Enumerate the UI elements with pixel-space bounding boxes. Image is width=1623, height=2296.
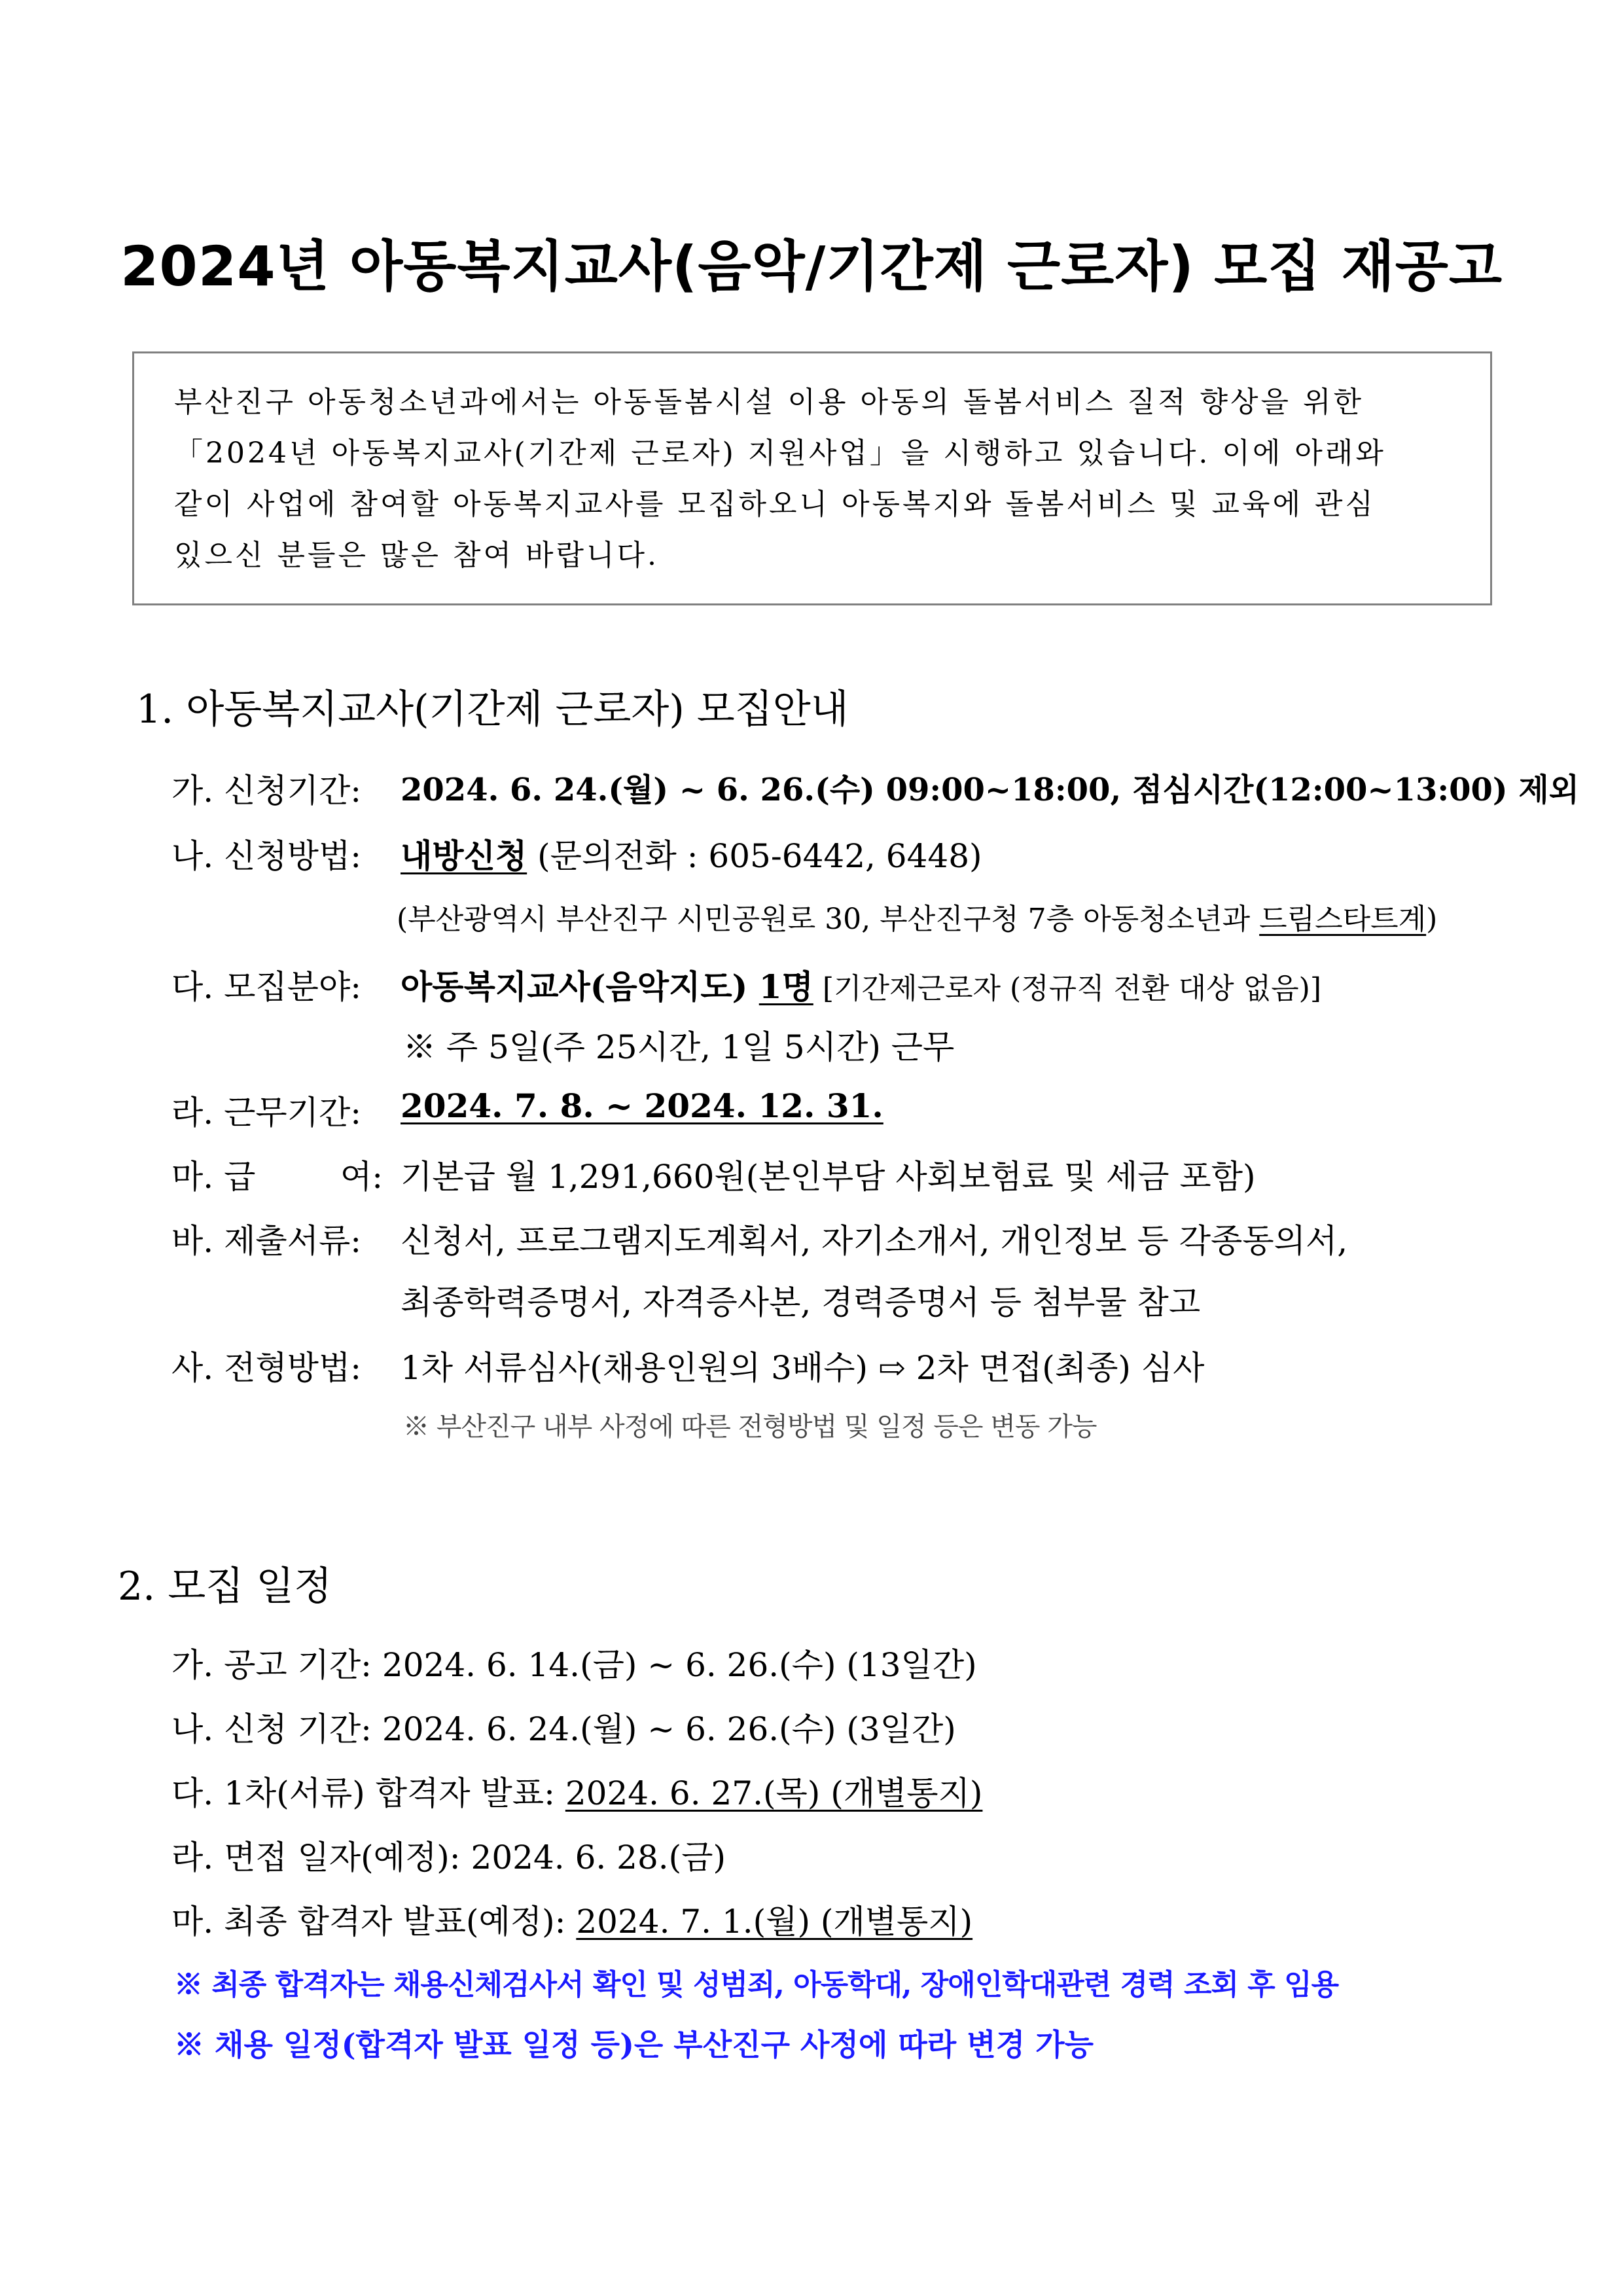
- intro-line-1: 부산진구 아동청소년과에서는 아동돌봄시설 이용 아동의 돌봄서비스 질적 향상을 위한: [174, 386, 1364, 419]
- section1-heading: 1. 아동복지교사(기간제 근로자) 모집안내: [136, 687, 849, 732]
- schedule-item-2: 나. 신청 기간: 2024. 6. 24.(월) ~ 6. 26.(수) (3일간): [171, 1710, 956, 1748]
- schedule-item-5-date: 2024. 7. 1.(월) (개별통지): [576, 1903, 973, 1941]
- apply-address-text: (부산광역시 부산진구 시민공원로 30, 부산진구청 7층 아동청소년과: [397, 903, 1260, 936]
- apply-contact: (문의전화 : 605-6442, 6448): [527, 837, 982, 875]
- apply-address-end: ): [1426, 903, 1438, 936]
- apply-period-label: 가. 신청기간:: [171, 772, 362, 810]
- apply-method-value: [401, 830, 982, 877]
- documents-line-1: 신청서, 프로그램지도계획서, 자기소개서, 개인정보 등 각종동의서,: [401, 1222, 1348, 1260]
- section2-heading: 2. 모집 일정: [118, 1564, 332, 1609]
- field-name: 아동복지교사(음악지도): [401, 967, 759, 1006]
- selection-note: ※ 부산진구 내부 사정에 따른 전형방법 및 일정 등은 변동 가능: [403, 1412, 1097, 1442]
- documents-line-2: 최종학력증명서, 자격증사본, 경력증명서 등 첨부물 참고: [401, 1283, 1201, 1321]
- work-period-label: 라. 근무기간:: [171, 1094, 362, 1132]
- intro-line-4: 있으신 분들은 많은 참여 바랍니다.: [174, 539, 659, 572]
- schedule-note-2: ※ 채용 일정(합격자 발표 일정 등)은 부산진구 사정에 따라 변경 가능: [174, 2027, 1094, 2062]
- schedule-note-1: ※ 최종 합격자는 채용신체검사서 확인 및 성범죄, 아동학대, 장애인학대관련 경력 조회 후 임용: [174, 1968, 1339, 2001]
- apply-method-label: 나. 신청방법:: [171, 837, 362, 875]
- apply-team: 드림스타트계: [1259, 903, 1427, 936]
- apply-period-value: 2024. 6. 24.(월) ~ 6. 26.(수) 09:00~18:00, 점심시간(12:00~13:00) 제외: [401, 772, 1580, 808]
- field-value: [401, 961, 1321, 1008]
- apply-method: 내방신청: [401, 836, 527, 875]
- selection-value: 1차 서류심사(채용인원의 3배수) ⇨ 2차 면접(최종) 심사: [401, 1349, 1205, 1387]
- field-label: 다. 모집분야:: [171, 968, 362, 1006]
- salary-value: 기본급 월 1,291,660원(본인부담 사회보험료 및 세금 포함): [401, 1158, 1256, 1196]
- page-title: 2024년 아동복지교사(음악/기간제 근로자) 모집 재공고: [120, 234, 1503, 298]
- selection-label: 사. 전형방법:: [171, 1349, 362, 1387]
- field-note: ※ 주 5일(주 25시간, 1일 5시간) 근무: [403, 1028, 955, 1066]
- documents-label: 바. 제출서류:: [171, 1222, 362, 1260]
- intro-line-2: 「2024년 아동복지교사(기간제 근로자) 지원사업」을 시행하고 있습니다. 이에 아래와: [174, 437, 1386, 470]
- salary-label-b: 여:: [340, 1158, 383, 1196]
- work-period-value: 2024. 7. 8. ~ 2024. 12. 31.: [401, 1086, 883, 1125]
- salary-label-a: 마. 급: [171, 1158, 256, 1196]
- schedule-item-5-label: 마. 최종 합격자 발표(예정):: [171, 1903, 577, 1941]
- apply-address: [397, 895, 1437, 937]
- schedule-item-3-date: 2024. 6. 27.(목) (개별통지): [565, 1774, 983, 1812]
- schedule-item-5: [171, 1895, 972, 1943]
- schedule-item-3-label: 다. 1차(서류) 합격자 발표:: [171, 1774, 565, 1812]
- field-type: [기간제근로자 (정규직 전환 대상 없음)]: [813, 972, 1321, 1005]
- schedule-item-4: 라. 면접 일자(예정): 2024. 6. 28.(금): [171, 1839, 726, 1876]
- intro-line-3: 같이 사업에 참여할 아동복지교사를 모집하오니 아동복지와 돌봄서비스 및 교육에 관심: [174, 488, 1376, 521]
- schedule-item-3: [171, 1767, 982, 1814]
- schedule-item-1: 가. 공고 기간: 2024. 6. 14.(금) ~ 6. 26.(수) (13일간): [171, 1646, 977, 1684]
- field-count: 1명: [758, 967, 813, 1006]
